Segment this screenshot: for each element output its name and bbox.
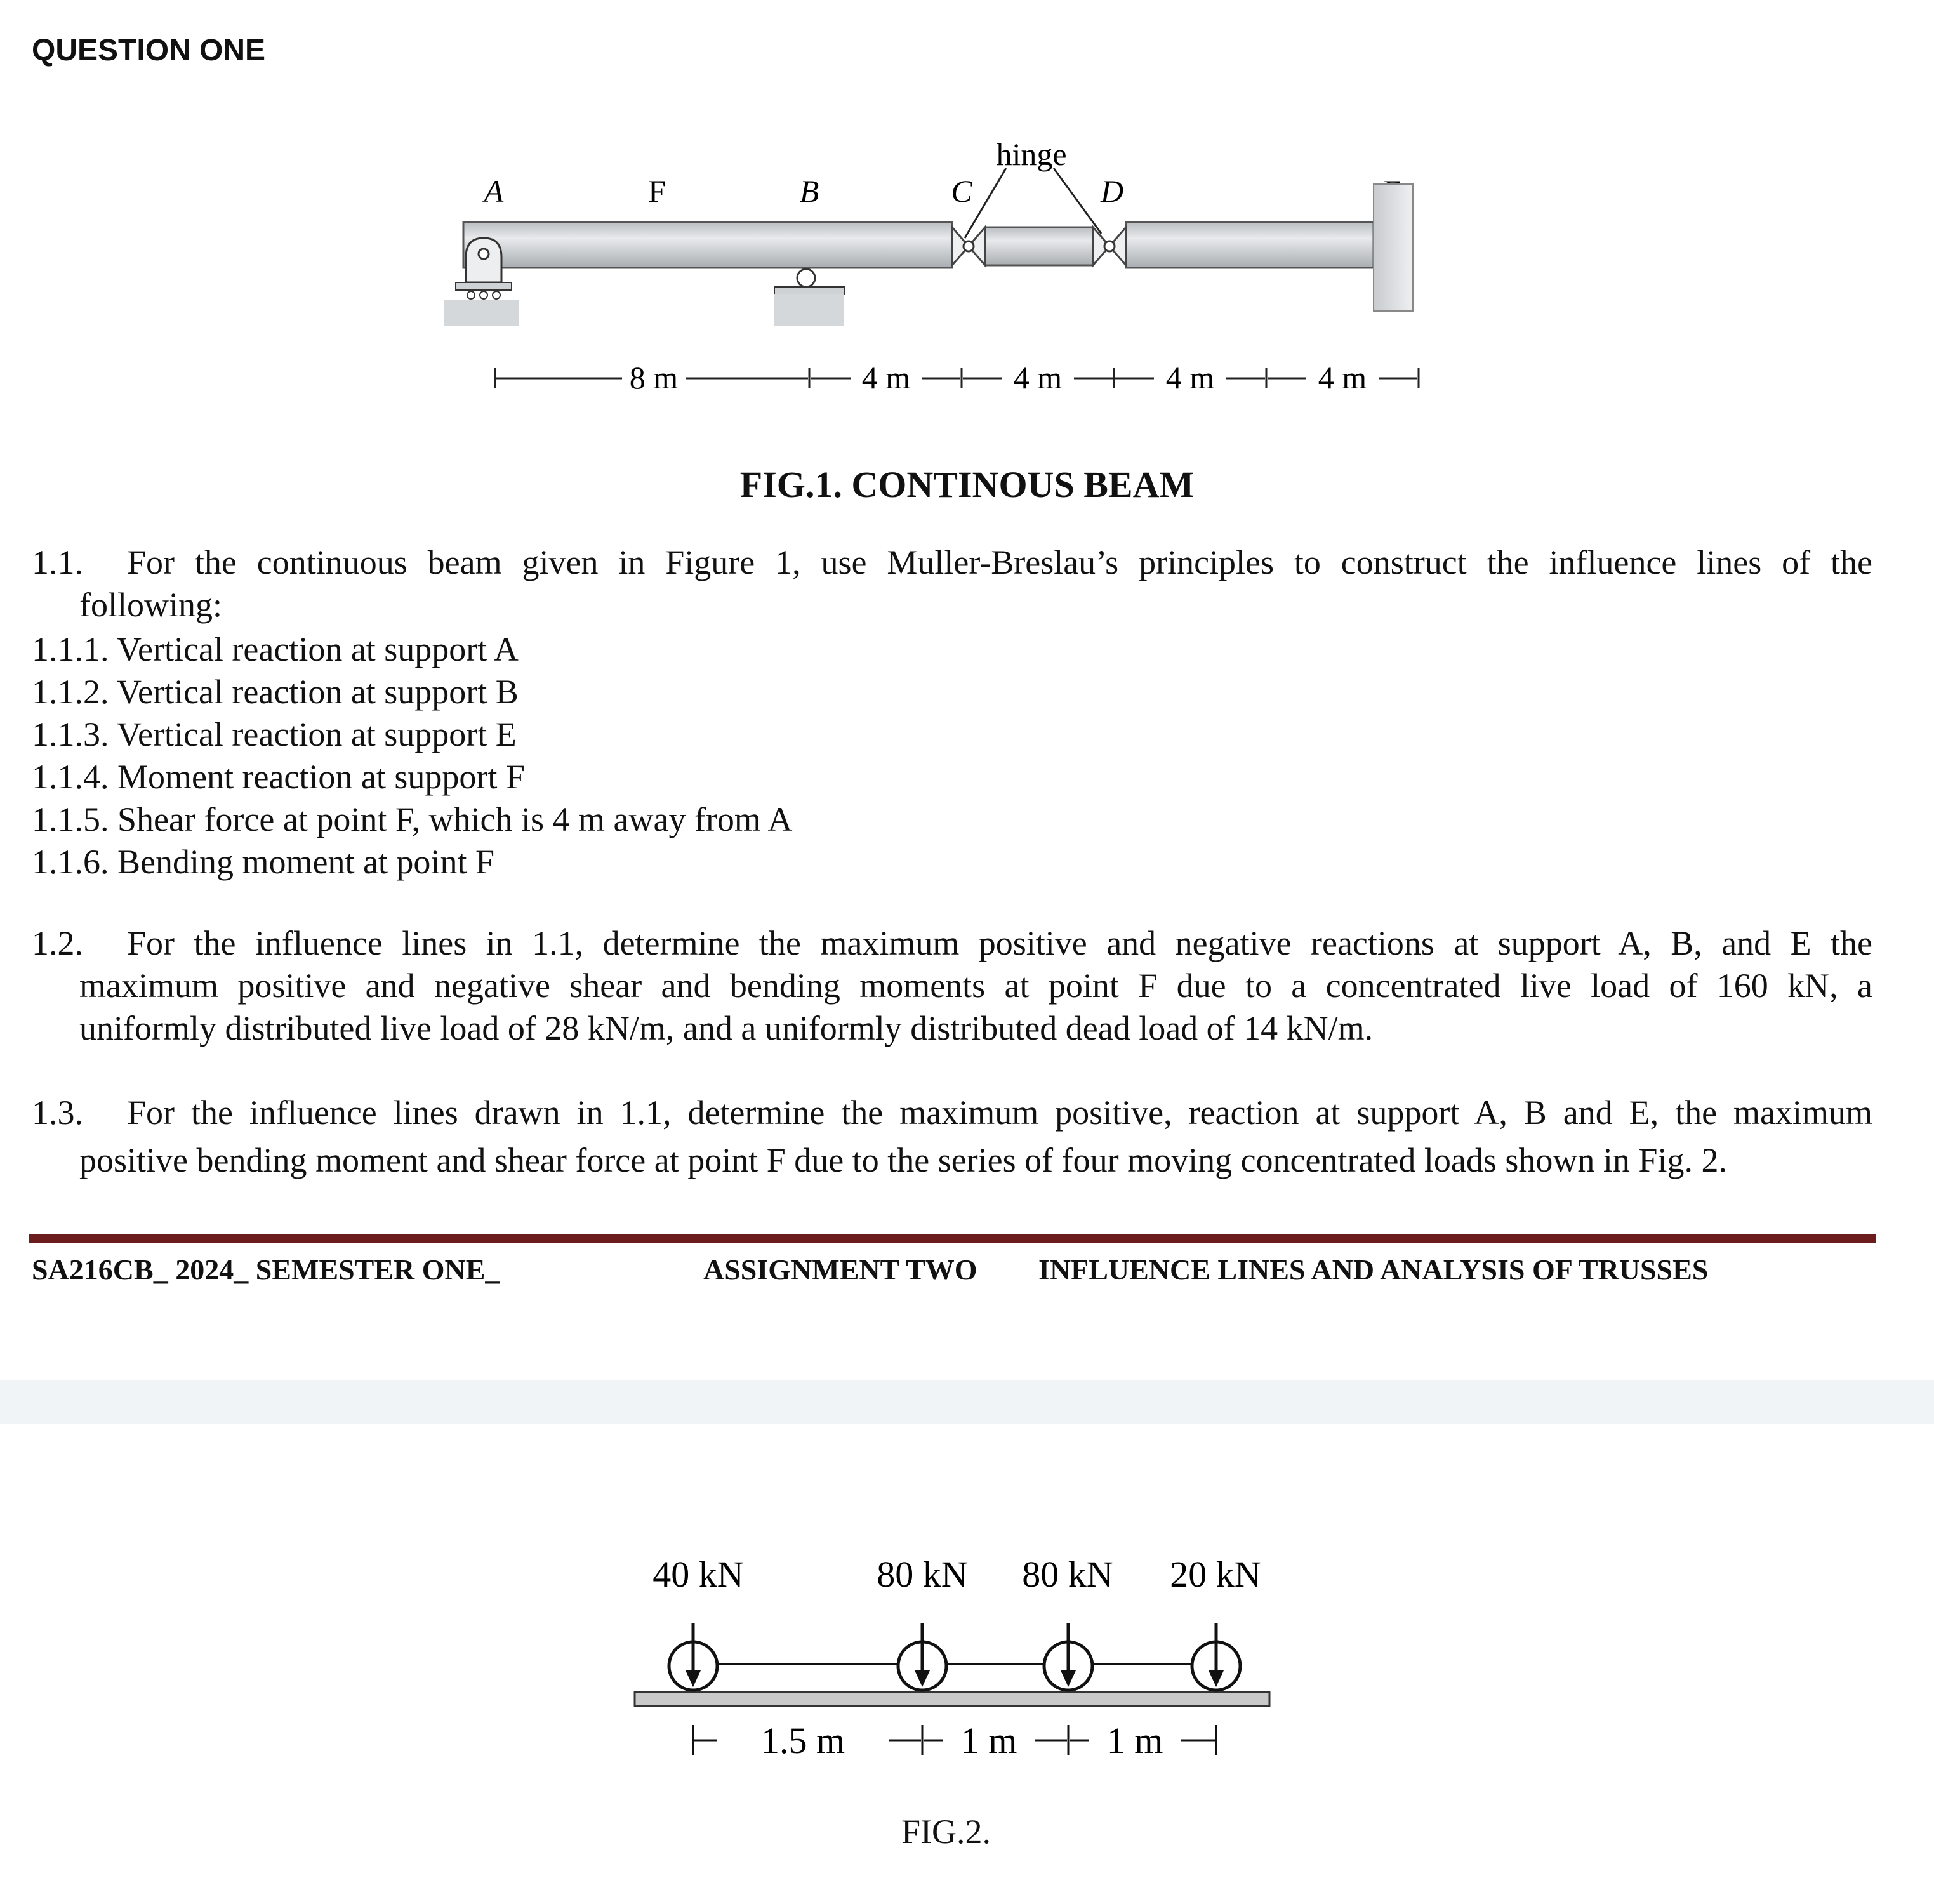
figure-1-continuous-beam bbox=[444, 127, 1492, 419]
question-1-3-text-continued: positive bending moment and shear force at point F due to the series of four moving concentrated loads shown in Fig. 2. bbox=[79, 1141, 1727, 1179]
list-item: 1.1.5. Shear force at point F, which is 4 m away from A bbox=[32, 800, 793, 838]
track bbox=[635, 1692, 1269, 1706]
dim-d-mid: 4 m bbox=[1165, 360, 1215, 395]
list-item: 1.1.2. Vertical reaction at support B bbox=[32, 673, 519, 711]
label-hinge: hinge bbox=[996, 136, 1067, 172]
question-1-2-number: 1.2. bbox=[32, 924, 83, 962]
question-1-3 bbox=[32, 1092, 1872, 1182]
question-1-1-text-continued: following: bbox=[79, 586, 222, 624]
question-1-1-number: 1.1. bbox=[32, 543, 83, 581]
load-label-3: 80 kN bbox=[1022, 1554, 1113, 1595]
roller-support-b-icon bbox=[774, 269, 844, 326]
load-label-4: 20 kN bbox=[1170, 1554, 1261, 1595]
question-1-1 bbox=[32, 541, 1872, 626]
load-label-2: 80 kN bbox=[877, 1554, 968, 1595]
list-item: 1.1.1. Vertical reaction at support A bbox=[32, 630, 519, 668]
page-gap bbox=[0, 1380, 1934, 1424]
fixed-support-e bbox=[1374, 184, 1413, 311]
question-1-1-text: For the continuous beam given in Figure 1, use Muller-Breslau’s principles to construct the influence lines of the bbox=[127, 543, 1872, 581]
list-item: 1.1.4. Moment reaction at support F bbox=[32, 758, 525, 796]
label-f: F bbox=[648, 173, 666, 209]
beam-segment-abc bbox=[463, 222, 952, 268]
spacing-3: 1 m bbox=[1106, 1720, 1163, 1761]
label-d: D bbox=[1100, 173, 1124, 209]
dim-ab: 8 m bbox=[629, 360, 679, 395]
question-1-2-text-line2: maximum positive and negative shear and bending moments at point F due to a concentrated live load of 160 kN, a bbox=[79, 967, 1872, 1005]
dim-bc: 4 m bbox=[861, 360, 911, 395]
footer-divider bbox=[29, 1234, 1876, 1243]
figure-1-caption: FIG.1. CONTINOUS BEAM bbox=[739, 464, 1195, 505]
question-1-1-items bbox=[32, 628, 792, 883]
label-b: B bbox=[799, 173, 819, 209]
question-1-3-number: 1.3. bbox=[32, 1094, 83, 1132]
list-item: 1.1.6. Bending moment at point F bbox=[32, 843, 494, 881]
footer-assignment: ASSIGNMENT TWO bbox=[703, 1253, 977, 1286]
hinge-pointer-d bbox=[1054, 168, 1101, 234]
list-item: 1.1.3. Vertical reaction at support E bbox=[32, 715, 517, 753]
footer-course: SA216CB_ 2024_ SEMESTER ONE_ bbox=[32, 1253, 500, 1286]
wheel-load-1-icon bbox=[669, 1623, 717, 1690]
footer-topic: INFLUENCE LINES AND ANALYSIS OF TRUSSES bbox=[1038, 1253, 1709, 1286]
question-1-2-text-line3: uniformly distributed live load of 28 kN/m, and a uniformly distributed dead load of 14 kN/m. bbox=[79, 1009, 1374, 1047]
figure-2-caption: FIG.2. bbox=[901, 1813, 991, 1851]
question-1-3-text: For the influence lines drawn in 1.1, determine the maximum positive, reaction at support A, B and E, the maximum bbox=[127, 1094, 1872, 1132]
question-title: QUESTION ONE bbox=[32, 34, 266, 67]
wheel-load-2-icon bbox=[898, 1623, 946, 1690]
question-1-2-text: For the influence lines in 1.1, determine the maximum positive and negative reactions at support A, B, and E the bbox=[127, 924, 1872, 962]
wheel-load-4-icon bbox=[1192, 1623, 1240, 1690]
spacing-1: 1.5 m bbox=[760, 1720, 845, 1761]
beam-segment-de bbox=[1126, 222, 1374, 268]
load-label-1: 40 kN bbox=[652, 1554, 744, 1595]
dim-mid-e: 4 m bbox=[1318, 360, 1367, 395]
wheel-load-3-icon bbox=[1044, 1623, 1092, 1690]
hinge-d-icon bbox=[1093, 227, 1126, 265]
figure-2-moving-loads bbox=[622, 1549, 1295, 1783]
label-c: C bbox=[951, 173, 972, 209]
beam-segment-cd bbox=[985, 227, 1093, 265]
question-1-2 bbox=[32, 922, 1872, 1050]
label-a: A bbox=[484, 173, 504, 209]
spacing-2: 1 m bbox=[960, 1720, 1017, 1761]
dim-cd: 4 m bbox=[1013, 360, 1063, 395]
